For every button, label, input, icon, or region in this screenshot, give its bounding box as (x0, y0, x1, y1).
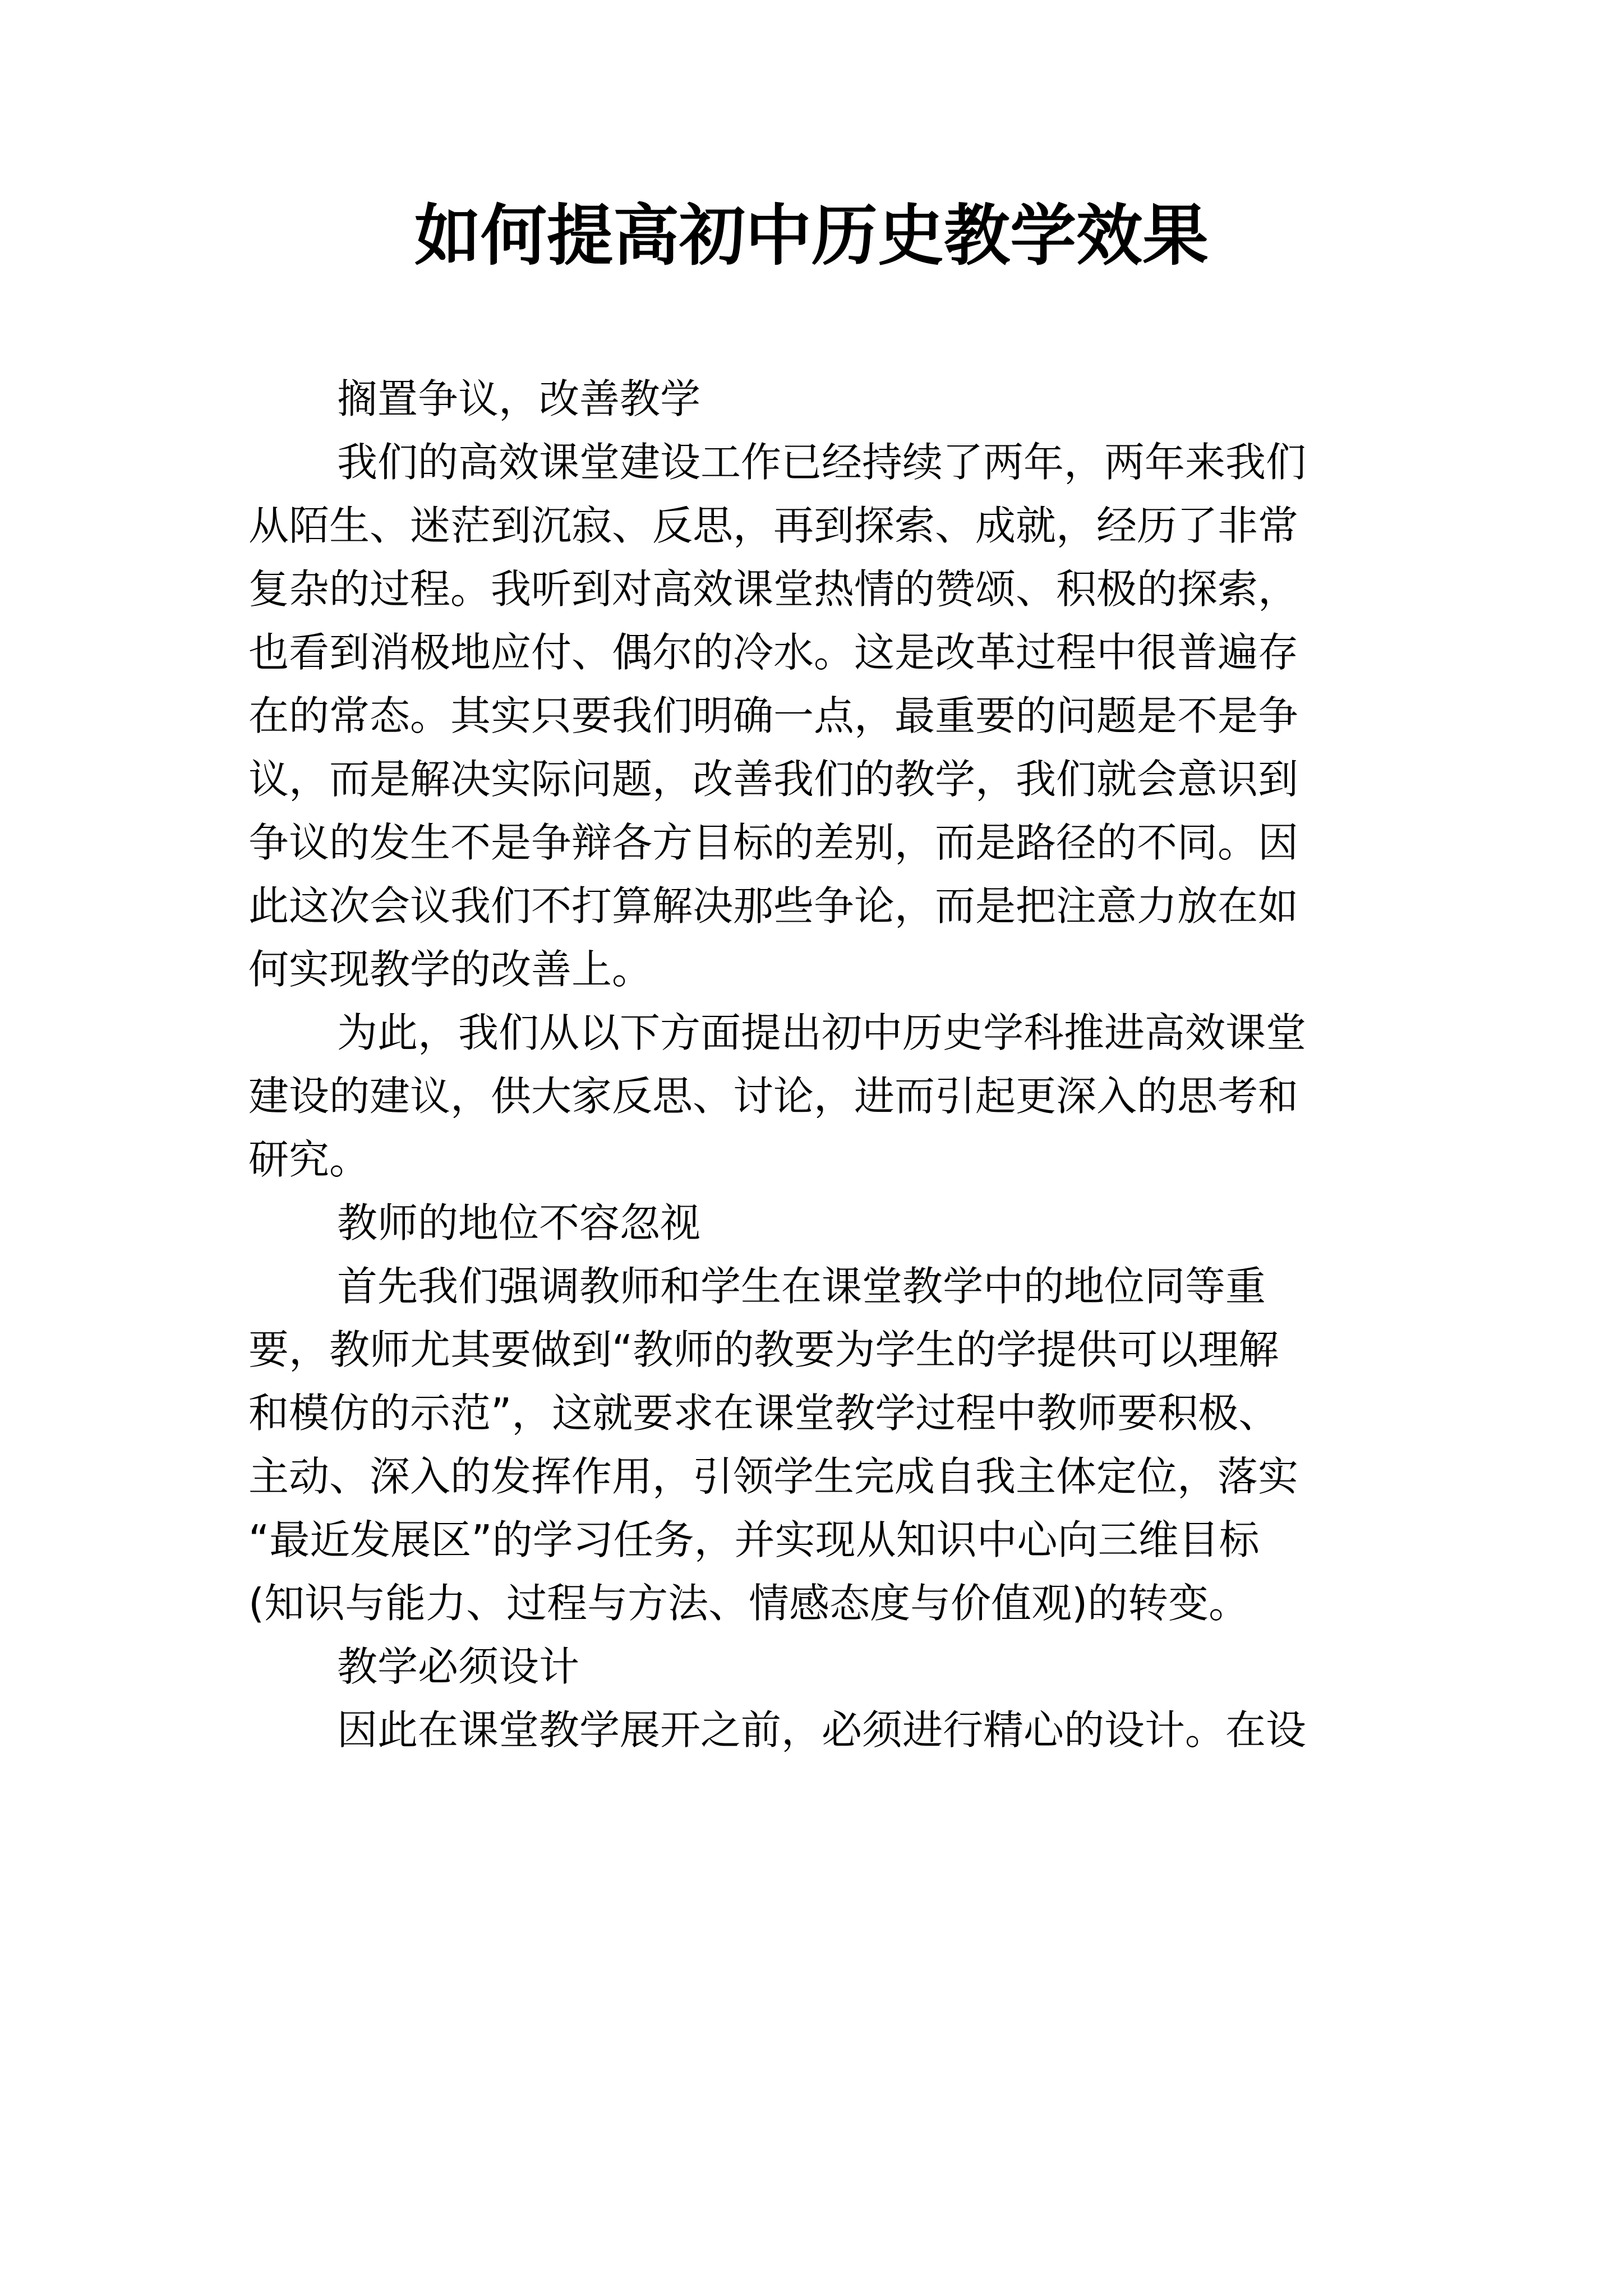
section-heading: 教学必须设计 (337, 1643, 580, 1690)
paragraph-line: 我们的高效课堂建设工作已经持续了两年，两年来我们 (337, 439, 1307, 486)
paragraph-line: 和模仿的示范”，这就要求在课堂教学过程中教师要积极、 (248, 1389, 1279, 1437)
section-heading: 搁置争议，改善教学 (337, 375, 701, 422)
paragraph-line: 争议的发生不是争辩各方目标的差别，而是路径的不同。因 (248, 819, 1299, 866)
paragraph-line: 要，教师尤其要做到“教师的教要为学生的学提供可以理解 (248, 1326, 1279, 1373)
paragraph-line: 何实现教学的改善上。 (248, 946, 653, 993)
paragraph-line: (知识与能力、过程与方法、情感态度与价值观)的转变。 (248, 1580, 1249, 1627)
paragraph-line: 主动、深入的发挥作用，引领学生完成自我主体定位，落实 (248, 1453, 1299, 1500)
paragraph-line: 也看到消极地应付、偶尔的冷水。这是改革过程中很普遍存 (248, 629, 1299, 676)
paragraph-line: 因此在课堂教学展开之前，必须进行精心的设计。在设 (337, 1706, 1307, 1754)
paragraph-line: 此这次会议我们不打算解决那些争论，而是把注意力放在如 (248, 882, 1299, 930)
document-body (248, 367, 1387, 1762)
paragraph-line: 复杂的过程。我听到对高效课堂热情的赞颂、积极的探索， (248, 565, 1299, 613)
paragraph-line: 首先我们强调教师和学生在课堂教学中的地位同等重 (337, 1263, 1266, 1310)
section-heading: 教师的地位不容忽视 (337, 1199, 701, 1246)
paragraph-line: 研究。 (248, 1136, 370, 1183)
paragraph-line: 为此，我们从以下方面提出初中历史学科推进高效课堂 (337, 1009, 1307, 1056)
paragraph-line: 从陌生、迷茫到沉寂、反思，再到探索、成就，经历了非常 (248, 502, 1299, 549)
paragraph-line: 在的常态。其实只要我们明确一点，最重要的问题是不是争 (248, 692, 1299, 739)
document-title: 如何提高初中历史教学效果 (414, 196, 1209, 274)
paragraph-line: 议，而是解决实际问题，改善我们的教学，我们就会意识到 (248, 756, 1299, 803)
paragraph-line: “最近发展区”的学习任务，并实现从知识中心向三维目标 (248, 1516, 1260, 1563)
paragraph-line: 建设的建议，供大家反思、讨论，进而引起更深入的思考和 (248, 1073, 1299, 1120)
